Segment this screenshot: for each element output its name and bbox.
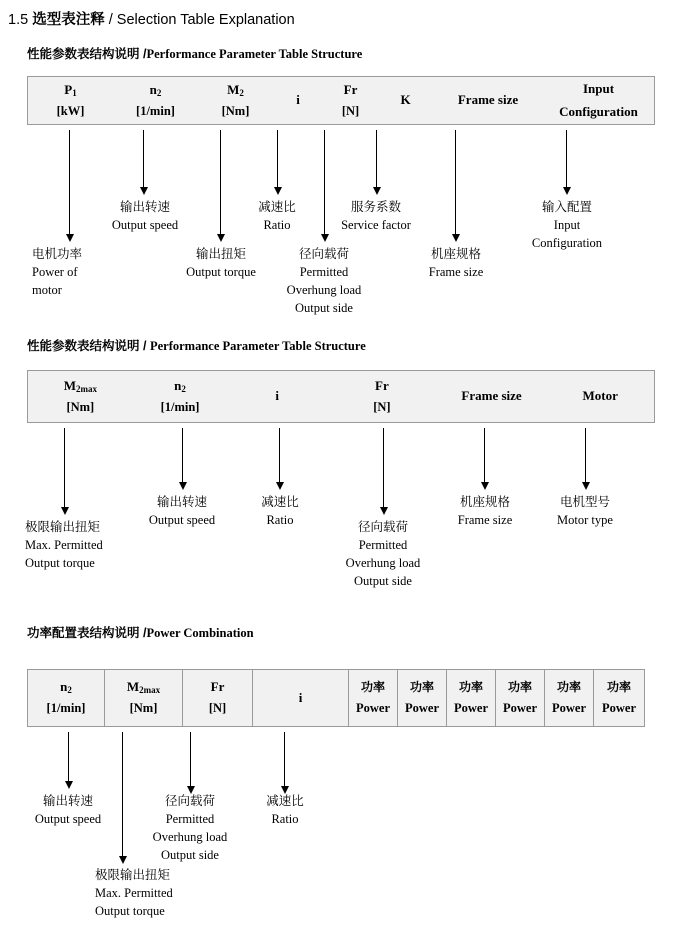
col-label-bottom: [Nm] [221,103,250,118]
annotation-input-configuration: 输入配置 Input Configuration [531,200,603,251]
annotation-ratio: 减速比 Ratio [258,200,296,233]
col-label-bottom: [kW] [56,103,85,118]
section-1-title-en: Performance Parameter Table Structure [146,47,363,61]
arrow-down-icon [68,732,69,782]
page-title-separator: / [108,12,113,28]
col-label-top: i [298,689,303,705]
col-label-top: n [149,81,157,97]
table-column-frame-size [433,77,543,124]
annotation-motor-type: 电机型号 Motor type [557,495,613,528]
arrow-down-icon [64,428,65,508]
annotation-overhung-load: 径向载荷 Permitted Overhung load Output side [345,520,421,589]
table-column-p1 [28,77,113,124]
col-label-bottom: [N] [341,103,360,118]
section-3-title-separator: / [143,626,147,640]
arrow-down-icon [182,428,183,483]
section-3-title-cn: 功率配置表结构说明 [27,626,140,640]
arrow-down-icon [484,428,485,483]
page-title-number: 1.5 [8,12,29,28]
col-label-sub: 2max [139,685,161,696]
col-label-top: M [63,377,76,393]
col-label-sub: 2max [75,383,97,394]
col-label-bottom: [Nm] [129,701,158,716]
table-column-frame-size [437,371,547,422]
arrow-down-icon [220,130,221,235]
arrow-down-icon [324,130,325,235]
table-column-n2 [133,371,228,422]
table-column-m2max [104,670,182,726]
section-2-title [27,336,366,354]
annotation-ratio: 减速比 Ratio [261,495,299,528]
arrow-down-icon [566,130,567,188]
section-1-title-separator: / [143,47,147,61]
col-label-sub: 1 [72,87,77,98]
col-label-top: Fr [210,679,225,695]
col-label-top: Frame size [457,92,519,108]
section-2-title-en: Performance Parameter Table Structure [149,339,366,353]
col-label-sub: 2 [156,87,162,98]
arrow-down-icon [585,428,586,483]
annotation-output-speed: 输出转速 Output speed [111,200,179,233]
col-label-bottom: Configuration [559,103,638,119]
col-label-top: Input [582,81,615,97]
table-column-power-2: 功率 Power [397,670,446,726]
annotation-frame-size: 机座规格 Frame size [428,247,484,280]
annotation-overhung-load: 径向载荷 Permitted Overhung load Output side [152,794,228,863]
arrow-down-icon [190,732,191,787]
annotation-ratio: 减速比 Ratio [266,794,304,827]
table-column-n2 [28,670,104,726]
annotation-frame-size: 机座规格 Frame size [457,495,513,528]
section-1-header-table [27,76,655,125]
table-column-fr [182,670,252,726]
col-label-top: i [296,92,300,108]
table-column-k [378,77,433,124]
table-column-fr [323,77,378,124]
arrow-down-icon [376,130,377,188]
col-label-top: P [64,81,73,97]
table-column-i [252,670,348,726]
table-column-power-1: 功率 Power [348,670,397,726]
col-label-bottom: [1/min] [160,399,200,414]
col-label-top: M [227,81,240,97]
table-column-power-6: 功率 Power [593,670,644,726]
table-column-input-configuration [543,77,654,124]
arrow-down-icon [455,130,456,235]
section-3-title [27,623,254,641]
annotation-output-speed: 输出转速 Output speed [34,794,102,827]
table-column-fr [327,371,437,422]
page-title-en: Selection Table Explanation [116,12,295,28]
table-column-i [227,371,327,422]
col-label-top: Frame size [461,388,522,404]
annotation-power-of-motor: 电机功率 Power of motor [32,247,83,298]
section-3-title-en: Power Combination [146,626,254,640]
col-label-top: Fr [375,377,389,393]
page-title-cn: 选型表注释 [32,12,105,28]
table-column-i [273,77,323,124]
section-1-title [27,44,362,62]
annotation-output-speed: 输出转速 Output speed [148,495,216,528]
section-1-title-cn: 性能参数表结构说明 [27,47,140,61]
arrow-down-icon [284,732,285,787]
arrow-down-icon [122,732,123,857]
table-column-power-3: 功率 Power [446,670,495,726]
col-label-top: K [400,92,411,108]
annotation-max-permitted-output-torque: 极限输出扭矩 Max. Permitted Output torque [25,520,103,571]
col-label-sub: 2 [181,383,186,394]
annotation-output-torque: 输出扭矩 Output torque [186,247,256,280]
table-column-motor [546,371,654,422]
table-column-power-5: 功率 Power [544,670,593,726]
section-3-header-table [27,669,645,727]
col-label-top: i [275,388,280,404]
col-label-top: n [60,679,68,695]
annotation-overhung-load: 径向载荷 Permitted Overhung load Output side [286,247,362,316]
annotation-service-factor: 服务系数 Service factor [341,200,411,233]
arrow-down-icon [279,428,280,483]
table-column-power-4: 功率 Power [495,670,544,726]
section-2-title-separator: / [143,339,147,353]
annotation-max-permitted-output-torque: 极限输出扭矩 Max. Permitted Output torque [95,868,173,919]
col-label-top: Motor [582,388,618,404]
table-column-n2 [113,77,198,124]
col-label-top: n [174,377,182,393]
col-label-sub: 2 [239,87,244,98]
col-label-bottom: [Nm] [66,399,95,414]
section-2-header-table [27,370,655,423]
col-label-bottom: [1/min] [46,701,86,716]
arrow-down-icon [383,428,384,508]
section-2-title-cn: 性能参数表结构说明 [27,339,140,353]
col-label-bottom: [N] [208,701,227,716]
page-title [8,8,295,29]
col-label-bottom: [1/min] [136,103,175,118]
col-label-top: Fr [343,81,358,97]
col-label-sub: 2 [67,685,72,696]
arrow-down-icon [69,130,70,235]
arrow-down-icon [277,130,278,188]
table-column-m2 [198,77,273,124]
col-label-top: M [126,679,140,695]
col-label-bottom: [N] [373,399,391,414]
arrow-down-icon [143,130,144,188]
table-column-m2max [28,371,133,422]
